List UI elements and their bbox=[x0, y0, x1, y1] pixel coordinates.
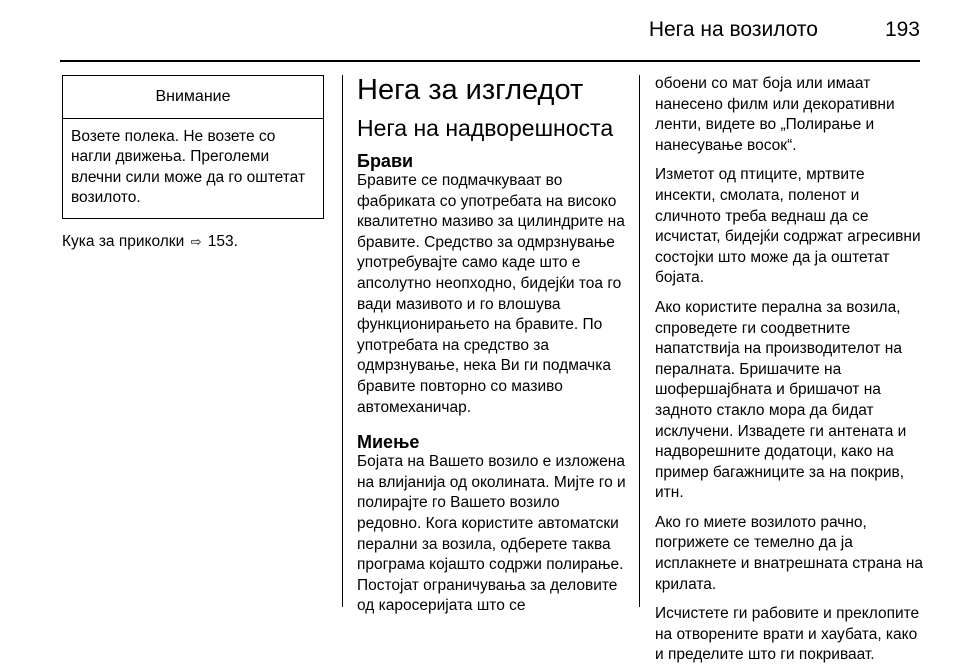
header-title: Нега на возилото bbox=[648, 18, 818, 41]
subsection-washing-title: Миење bbox=[357, 432, 420, 453]
paragraph: Изметот од птиците, мртвите инсекти, смолата, поленот и сличното треба веднаш да се исчистат, бидејќи содржат агресивни состојки што може да ја оштетат бојата. bbox=[655, 166, 921, 287]
subsection-locks-title: Брави bbox=[357, 151, 414, 171]
left-column bbox=[62, 75, 324, 253]
paragraph: Ако користите перална за возила, спроведете ги соодветните напатствија на производителот на пералната. Бришачите на шофершајбната и бришачот на задното стакло мора да бидат исклучени. Извадете ги антената и надворешните додатоци, како на пример багажниците за на покрив, итн. bbox=[655, 298, 907, 502]
paragraph: обоени со мат боја или имаат нанесено филм или декоративни ленти, видете во „Полирање и нанесување восок“. bbox=[655, 75, 895, 154]
reference-page: 153. bbox=[207, 232, 238, 250]
warning-text: Возете полека. Не возете со нагли движења. Преголеми влечни сили може да го оштетат возилото. bbox=[71, 127, 306, 207]
warning-box bbox=[62, 75, 324, 219]
reference-text: Кука за приколки bbox=[62, 232, 185, 250]
column-divider-right bbox=[639, 75, 640, 607]
column-divider-left bbox=[342, 75, 343, 607]
paragraph: Исчистете ги рабовите и преклопите на отворените врати и хаубата, како и пределите што ги покриваат. bbox=[655, 605, 920, 664]
right-column bbox=[655, 75, 925, 666]
subsection-washing-text: Бојата на Вашето возило е изложена на влијанија од околината. Мијте го и полирајте го Вашето возило редовно. Кога користите автоматски перални за возила, одберете таква програма којашто содржи полирање. Постојат ограничувања за деловите од каросеријата што се bbox=[357, 453, 626, 615]
header-divider bbox=[60, 60, 920, 62]
page-number: 193 bbox=[884, 18, 920, 41]
page-reference-arrow-icon: ⇨ bbox=[190, 233, 202, 249]
subsection-locks-text: Бравите се подмачкуваат во фабриката со употребата на високо квалитетно мазиво за цилиндрите на бравите. Средство за одмрзнување употребувајте само каде што е апсолутно неопходно, бидејќи тоа го вади мазивото и го влошува функционирањето на бравите. По употребата на средство за одмрзнување, нека Ви ги подмачка бравите повторно со мазиво автомеханичар. bbox=[357, 172, 625, 416]
warning-title: Внимание bbox=[63, 76, 323, 119]
middle-column bbox=[357, 75, 627, 617]
cross-reference bbox=[62, 232, 324, 253]
chapter-heading: Нега за изгледот bbox=[357, 74, 584, 106]
paragraph: Ако го миете возилото рачно, погрижете се темелно да ја исплакнете и внатрешната страна на крилата. bbox=[655, 513, 924, 593]
section-heading: Нега на надворешноста bbox=[357, 115, 614, 141]
